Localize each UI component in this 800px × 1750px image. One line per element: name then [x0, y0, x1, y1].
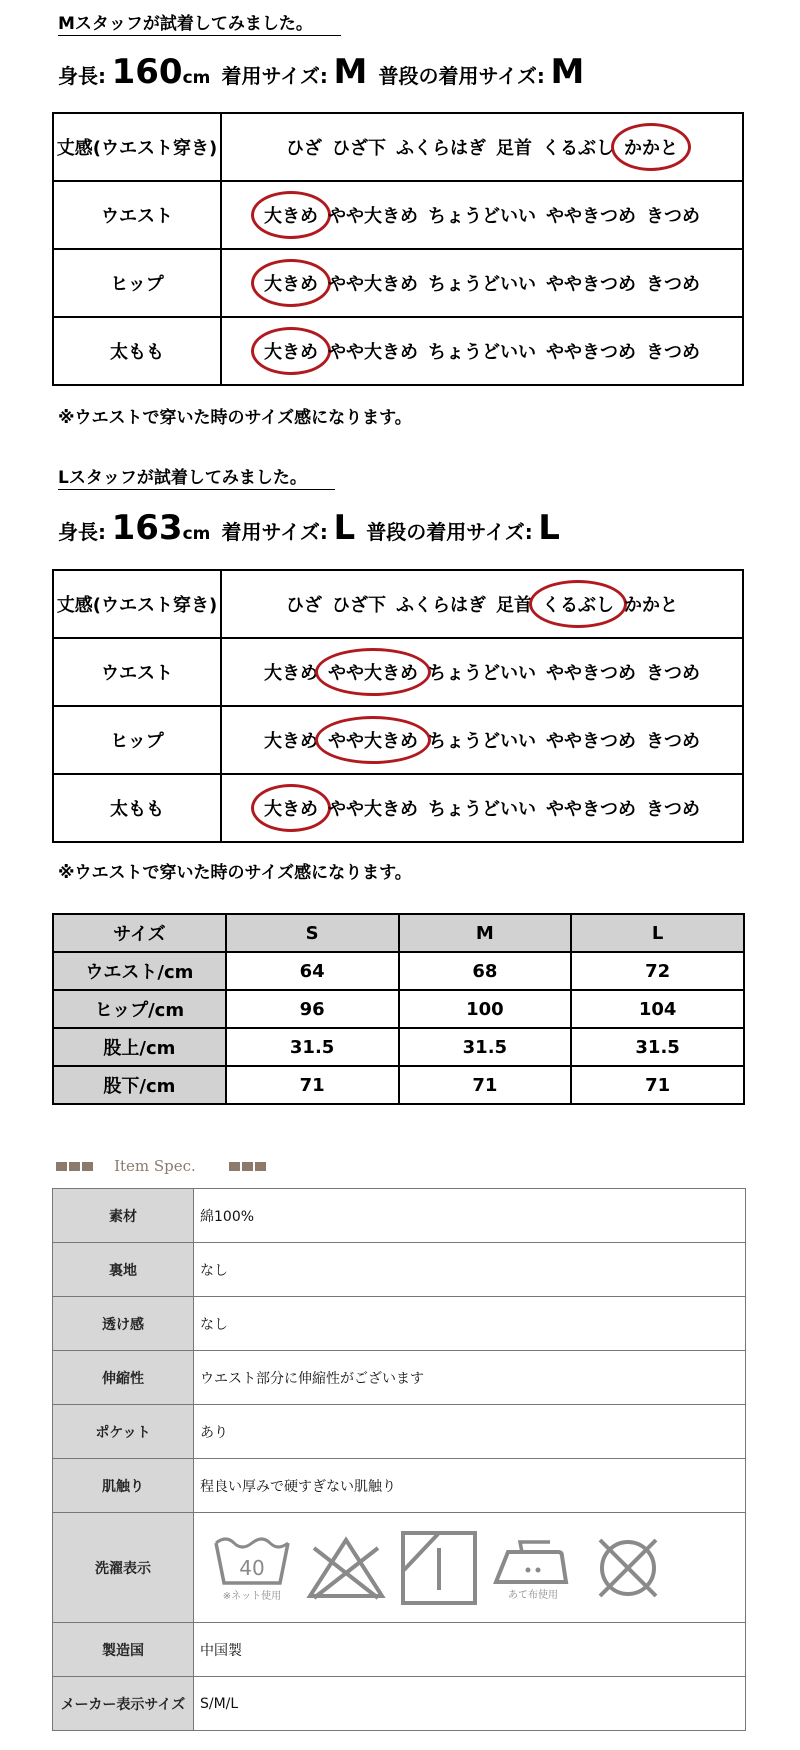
- item-spec-table: [52, 1188, 746, 1731]
- fit-option-selected: かかと: [619, 134, 683, 160]
- usual-label: 普段の着用サイズ:: [378, 64, 545, 88]
- size-cell: 31.5: [571, 1028, 744, 1066]
- m-staff-title: Mスタッフが試着してみました。: [58, 13, 341, 36]
- height-value: 163: [111, 508, 183, 548]
- fit-option: きつめ: [646, 274, 700, 295]
- fit-option: ひざ: [286, 138, 322, 159]
- fit-option: やや大きめ: [328, 206, 418, 227]
- spec-key: 製造国: [53, 1623, 194, 1677]
- size-row: [53, 990, 744, 1028]
- m-staff-stats: [58, 52, 584, 92]
- fit-option: ちょうどいい: [428, 274, 536, 295]
- spec-row: [53, 1351, 746, 1405]
- fit-option: かかと: [624, 595, 678, 616]
- height-unit: cm: [182, 68, 211, 88]
- wear-label: 着用サイズ:: [221, 520, 328, 544]
- fit-row-label: ウエスト: [53, 181, 221, 249]
- fit-option: ひざ: [286, 595, 322, 616]
- fit-row-label: 丈感(ウエスト穿き): [53, 113, 221, 181]
- fit-options: [221, 249, 743, 317]
- size-table: [52, 913, 745, 1105]
- fit-option: ややきつめ: [546, 663, 636, 684]
- fit-option: ややきつめ: [546, 799, 636, 820]
- fit-options: [221, 570, 743, 638]
- fit-option: ややきつめ: [546, 731, 636, 752]
- square-icon: [255, 1162, 266, 1171]
- size-cell: 96: [226, 990, 399, 1028]
- fit-option: 大きめ: [264, 663, 318, 684]
- fit-option: やや大きめ: [328, 799, 418, 820]
- fit-row-label: ヒップ: [53, 706, 221, 774]
- size-cell: 31.5: [226, 1028, 399, 1066]
- fit-option-selected: くるぶし: [537, 591, 619, 617]
- wear-value: L: [333, 508, 356, 548]
- usual-label: 普段の着用サイズ:: [366, 520, 533, 544]
- fit-option: ふくらはぎ: [396, 595, 486, 616]
- size-cell: 72: [571, 952, 744, 990]
- wash-40-icon: [212, 1533, 292, 1602]
- fit-row: [53, 706, 743, 774]
- square-icon: [56, 1162, 67, 1171]
- size-row-label: ヒップ/cm: [53, 990, 226, 1028]
- fit-option-selected: やや大きめ: [323, 727, 423, 753]
- spec-key: 洗濯表示: [53, 1513, 194, 1623]
- iron-low-icon: [492, 1534, 574, 1601]
- spec-row: [53, 1405, 746, 1459]
- spec-value: 綿100%: [194, 1189, 746, 1243]
- spec-value: なし: [194, 1243, 746, 1297]
- spec-value: S/M/L: [194, 1677, 746, 1731]
- fit-row-label: ヒップ: [53, 249, 221, 317]
- item-spec-header: [56, 1157, 268, 1175]
- square-icon: [229, 1162, 240, 1171]
- fit-row: [53, 570, 743, 638]
- height-value: 160: [111, 52, 183, 92]
- fit-row-label: ウエスト: [53, 638, 221, 706]
- fit-option: ちょうどいい: [428, 731, 536, 752]
- spec-value: 中国製: [194, 1623, 746, 1677]
- spec-value: なし: [194, 1297, 746, 1351]
- spec-row: [53, 1459, 746, 1513]
- fit-options: [221, 706, 743, 774]
- spec-key: 裏地: [53, 1243, 194, 1297]
- fit-option: きつめ: [646, 663, 700, 684]
- size-cell: 71: [226, 1066, 399, 1104]
- spec-key: メーカー表示サイズ: [53, 1677, 194, 1731]
- spec-value: 程良い厚みで硬すぎない肌触り: [194, 1459, 746, 1513]
- size-cell: 31.5: [399, 1028, 572, 1066]
- fit-row: [53, 774, 743, 842]
- fit-option: ややきつめ: [546, 206, 636, 227]
- spec-key: 透け感: [53, 1297, 194, 1351]
- square-icon: [82, 1162, 93, 1171]
- fit-option: ややきつめ: [546, 274, 636, 295]
- usual-value: M: [550, 52, 585, 92]
- spec-value: ウエスト部分に伸縮性がございます: [194, 1351, 746, 1405]
- no-bleach-icon: [306, 1534, 386, 1602]
- size-row-label: 股上/cm: [53, 1028, 226, 1066]
- no-dry-clean-icon: [588, 1532, 668, 1604]
- line-dry-shade-icon: [400, 1530, 478, 1606]
- fit-row-label: 丈感(ウエスト穿き): [53, 570, 221, 638]
- spec-row: [53, 1677, 746, 1731]
- fit-option: ふくらはぎ: [396, 138, 486, 159]
- size-header-cell: サイズ: [53, 914, 226, 952]
- fit-option: 足首: [496, 138, 532, 159]
- fit-option: ちょうどいい: [428, 342, 536, 363]
- size-row: [53, 1028, 744, 1066]
- fit-row-label: 太もも: [53, 317, 221, 385]
- fit-option: やや大きめ: [328, 274, 418, 295]
- l-staff-title: Lスタッフが試着してみました。: [58, 467, 335, 490]
- fit-option: ややきつめ: [546, 342, 636, 363]
- spec-row: [53, 1623, 746, 1677]
- fit-row: [53, 317, 743, 385]
- wear-value: M: [333, 52, 368, 92]
- fit-option: ちょうどいい: [428, 799, 536, 820]
- l-staff-fit-table: [52, 569, 744, 843]
- m-staff-fit-table: [52, 112, 744, 386]
- size-row: [53, 1066, 744, 1104]
- fit-option-selected: 大きめ: [259, 270, 323, 296]
- size-row: [53, 952, 744, 990]
- fit-option: きつめ: [646, 206, 700, 227]
- spec-row: [53, 1513, 746, 1623]
- fit-options: [221, 638, 743, 706]
- fit-option: きつめ: [646, 731, 700, 752]
- fit-options: [221, 317, 743, 385]
- fit-option: ちょうどいい: [428, 663, 536, 684]
- spec-key: 肌触り: [53, 1459, 194, 1513]
- fit-option-selected: 大きめ: [259, 795, 323, 821]
- height-unit: cm: [182, 524, 211, 544]
- wash-caption: ※ネット使用: [222, 1591, 282, 1602]
- fit-option-selected: やや大きめ: [323, 659, 423, 685]
- fit-option-selected: 大きめ: [259, 338, 323, 364]
- spec-row: [53, 1189, 746, 1243]
- size-cell: 104: [571, 990, 744, 1028]
- spec-value: あり: [194, 1405, 746, 1459]
- square-icon: [69, 1162, 80, 1171]
- height-label: 身長:: [58, 64, 106, 88]
- size-header-cell: L: [571, 914, 744, 952]
- iron-caption: あて布使用: [508, 1590, 558, 1601]
- size-header-row: [53, 914, 744, 952]
- fit-row-label: 太もも: [53, 774, 221, 842]
- size-cell: 71: [399, 1066, 572, 1104]
- fit-option: きつめ: [646, 342, 700, 363]
- fit-row: [53, 181, 743, 249]
- wear-label: 着用サイズ:: [221, 64, 328, 88]
- spec-row: [53, 1243, 746, 1297]
- size-cell: 64: [226, 952, 399, 990]
- square-icon: [242, 1162, 253, 1171]
- m-staff-note: ※ウエストで穿いた時のサイズ感になります。: [58, 408, 412, 428]
- svg-text:40: 40: [239, 1556, 265, 1580]
- size-cell: 71: [571, 1066, 744, 1104]
- size-row-label: ウエスト/cm: [53, 952, 226, 990]
- l-staff-stats: [58, 508, 560, 548]
- spec-key: 素材: [53, 1189, 194, 1243]
- fit-option: 足首: [496, 595, 532, 616]
- fit-option: くるぶし: [542, 138, 614, 159]
- spec-row: [53, 1297, 746, 1351]
- size-row-label: 股下/cm: [53, 1066, 226, 1104]
- size-header-cell: S: [226, 914, 399, 952]
- fit-options: [221, 181, 743, 249]
- fit-option: きつめ: [646, 799, 700, 820]
- spec-key: 伸縮性: [53, 1351, 194, 1405]
- fit-options: [221, 774, 743, 842]
- fit-option: ひざ下: [332, 595, 386, 616]
- spec-key: ポケット: [53, 1405, 194, 1459]
- size-header-cell: M: [399, 914, 572, 952]
- laundry-symbols: [194, 1513, 746, 1623]
- fit-row: [53, 249, 743, 317]
- fit-option: 大きめ: [264, 731, 318, 752]
- fit-options: [221, 113, 743, 181]
- item-spec-title: Item Spec.: [114, 1157, 196, 1175]
- usual-value: L: [538, 508, 560, 548]
- fit-option: ひざ下: [332, 138, 386, 159]
- l-staff-note: ※ウエストで穿いた時のサイズ感になります。: [58, 863, 412, 883]
- size-cell: 68: [399, 952, 572, 990]
- fit-row: [53, 113, 743, 181]
- fit-option-selected: 大きめ: [259, 202, 323, 228]
- fit-row: [53, 638, 743, 706]
- fit-option: やや大きめ: [328, 342, 418, 363]
- fit-option: ちょうどいい: [428, 206, 536, 227]
- size-cell: 100: [399, 990, 572, 1028]
- height-label: 身長:: [58, 520, 106, 544]
